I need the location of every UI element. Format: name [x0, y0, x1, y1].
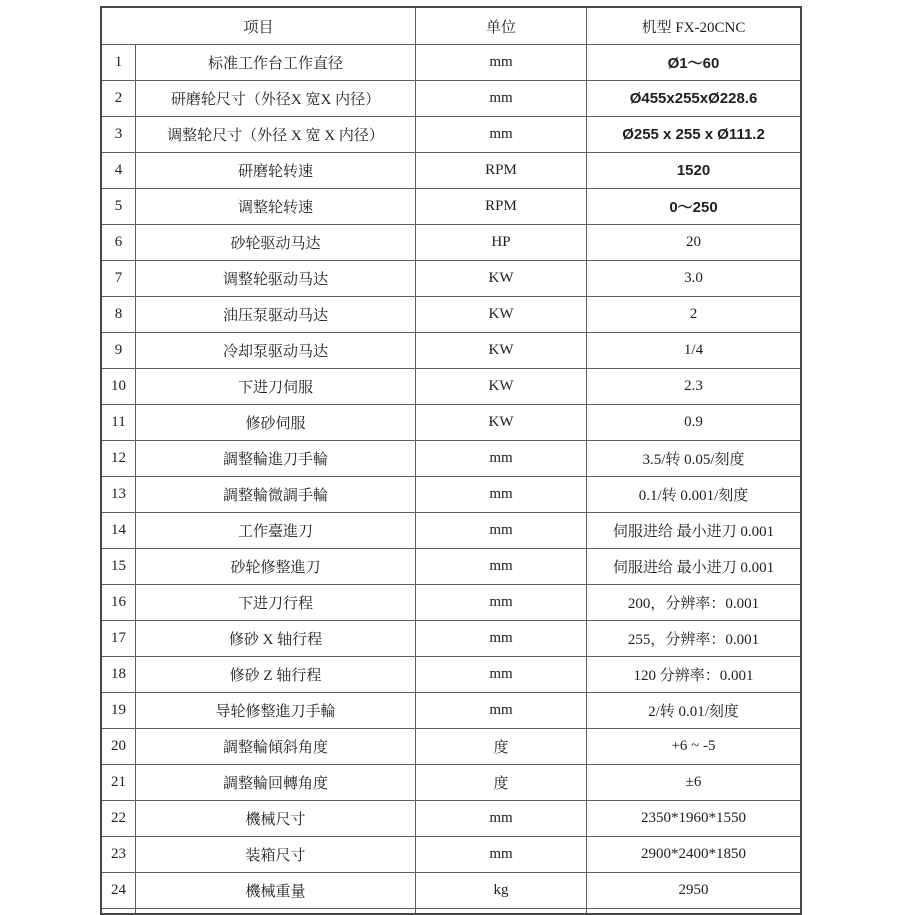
spec-unit: RPM [416, 189, 587, 225]
spec-item: 导轮修整進刀手輪 [136, 693, 416, 729]
spec-unit: mm [416, 585, 587, 621]
table-row [101, 801, 801, 837]
spec-value: 2.3 [587, 369, 802, 405]
table-row [101, 765, 801, 801]
spec-row-number: 22 [101, 801, 136, 837]
table-row [101, 81, 801, 117]
spec-row-number: 15 [101, 549, 136, 585]
spec-item: 調整輪傾斜角度 [136, 729, 416, 765]
spec-item: 冷却泵驱动马达 [136, 333, 416, 369]
spec-row-number: 2 [101, 81, 136, 117]
spec-unit: KW [416, 369, 587, 405]
spec-unit: mm [416, 837, 587, 873]
header-item: 项目 [101, 7, 416, 45]
spec-value: 2950 [587, 873, 802, 909]
spec-unit: 度 [416, 729, 587, 765]
table-row [101, 621, 801, 657]
spec-unit: KW [416, 261, 587, 297]
spec-row-number: 11 [101, 405, 136, 441]
cutoff-cell [136, 909, 416, 915]
spec-item: 标准工作台工作直径 [136, 45, 416, 81]
cutoff-row [101, 909, 801, 915]
spec-value: 伺服进给 最小进刀 0.001 [587, 513, 802, 549]
spec-row-number: 3 [101, 117, 136, 153]
spec-unit: RPM [416, 153, 587, 189]
spec-row-number: 13 [101, 477, 136, 513]
spec-table [100, 6, 802, 915]
header-row [101, 7, 801, 45]
table-row [101, 369, 801, 405]
spec-unit: KW [416, 333, 587, 369]
spec-table-body [101, 7, 801, 914]
spec-value: 0.1/转 0.001/刻度 [587, 477, 802, 513]
spec-item: 調整輪回轉角度 [136, 765, 416, 801]
spec-item: 调整轮驱动马达 [136, 261, 416, 297]
spec-value: 2350*1960*1550 [587, 801, 802, 837]
spec-unit: KW [416, 405, 587, 441]
spec-unit: KW [416, 297, 587, 333]
spec-value: 2900*2400*1850 [587, 837, 802, 873]
cutoff-cell [416, 909, 587, 915]
spec-unit: mm [416, 801, 587, 837]
spec-row-number: 6 [101, 225, 136, 261]
spec-row-number: 5 [101, 189, 136, 225]
spec-item: 機械重量 [136, 873, 416, 909]
spec-row-number: 14 [101, 513, 136, 549]
spec-row-number: 18 [101, 657, 136, 693]
spec-item: 修砂 Z 轴行程 [136, 657, 416, 693]
spec-item: 下进刀行程 [136, 585, 416, 621]
spec-row-number: 24 [101, 873, 136, 909]
spec-item: 砂轮驱动马达 [136, 225, 416, 261]
spec-value: 1/4 [587, 333, 802, 369]
spec-row-number: 19 [101, 693, 136, 729]
spec-item: 装箱尺寸 [136, 837, 416, 873]
spec-item: 機械尺寸 [136, 801, 416, 837]
spec-unit: mm [416, 81, 587, 117]
spec-row-number: 7 [101, 261, 136, 297]
spec-value: +6 ~ -5 [587, 729, 802, 765]
cutoff-cell [587, 909, 802, 915]
spec-value: 0.9 [587, 405, 802, 441]
table-row [101, 837, 801, 873]
header-model: 机型 FX-20CNC [587, 7, 802, 45]
spec-item: 下进刀伺服 [136, 369, 416, 405]
table-row [101, 189, 801, 225]
spec-row-number: 16 [101, 585, 136, 621]
spec-value: ±6 [587, 765, 802, 801]
spec-item: 調整輪微調手輪 [136, 477, 416, 513]
spec-value: 1520 [587, 153, 802, 189]
spec-row-number: 21 [101, 765, 136, 801]
table-row [101, 657, 801, 693]
spec-row-number: 20 [101, 729, 136, 765]
table-row [101, 45, 801, 81]
spec-row-number: 23 [101, 837, 136, 873]
table-row [101, 513, 801, 549]
spec-row-number: 8 [101, 297, 136, 333]
spec-item: 研磨轮尺寸（外径X 宽X 内径） [136, 81, 416, 117]
table-row [101, 405, 801, 441]
spec-item: 砂轮修整進刀 [136, 549, 416, 585]
table-row [101, 225, 801, 261]
spec-row-number: 9 [101, 333, 136, 369]
spec-value: 20 [587, 225, 802, 261]
table-row [101, 117, 801, 153]
spec-unit: 度 [416, 765, 587, 801]
spec-item: 油压泵驱动马达 [136, 297, 416, 333]
spec-row-number: 10 [101, 369, 136, 405]
spec-item: 研磨轮转速 [136, 153, 416, 189]
spec-unit: mm [416, 441, 587, 477]
spec-item: 修砂伺服 [136, 405, 416, 441]
spec-unit: mm [416, 621, 587, 657]
spec-value: Ø255 x 255 x Ø111.2 [587, 117, 802, 153]
spec-value: Ø1～60 [587, 45, 802, 81]
spec-unit: mm [416, 549, 587, 585]
spec-row-number: 17 [101, 621, 136, 657]
spec-row-number: 4 [101, 153, 136, 189]
table-row [101, 261, 801, 297]
table-row [101, 693, 801, 729]
cutoff-cell [101, 909, 136, 915]
spec-value: Ø455x255xØ228.6 [587, 81, 802, 117]
spec-value: 120 分辨率：0.001 [587, 657, 802, 693]
spec-unit: mm [416, 45, 587, 81]
spec-unit: mm [416, 117, 587, 153]
spec-item: 调整轮尺寸（外径 X 宽 X 内径） [136, 117, 416, 153]
table-row [101, 153, 801, 189]
spec-unit: HP [416, 225, 587, 261]
spec-value: 2 [587, 297, 802, 333]
spec-row-number: 12 [101, 441, 136, 477]
spec-value: 3.5/转 0.05/刻度 [587, 441, 802, 477]
spec-value: 3.0 [587, 261, 802, 297]
spec-row-number: 1 [101, 45, 136, 81]
spec-value: 200，分辨率：0.001 [587, 585, 802, 621]
table-row [101, 477, 801, 513]
spec-value: 伺服进给 最小进刀 0.001 [587, 549, 802, 585]
table-row [101, 873, 801, 909]
spec-unit: mm [416, 513, 587, 549]
table-row [101, 441, 801, 477]
spec-unit: mm [416, 657, 587, 693]
spec-item: 調整輪進刀手輪 [136, 441, 416, 477]
spec-unit: mm [416, 693, 587, 729]
spec-item: 修砂 X 轴行程 [136, 621, 416, 657]
spec-value: 255，分辨率：0.001 [587, 621, 802, 657]
table-row [101, 729, 801, 765]
spec-value: 0～250 [587, 189, 802, 225]
spec-item: 调整轮转速 [136, 189, 416, 225]
spec-unit: mm [416, 477, 587, 513]
header-unit: 单位 [416, 7, 587, 45]
table-row [101, 297, 801, 333]
table-row [101, 549, 801, 585]
spec-unit: kg [416, 873, 587, 909]
table-row [101, 333, 801, 369]
spec-value: 2/转 0.01/刻度 [587, 693, 802, 729]
table-row [101, 585, 801, 621]
spec-item: 工作臺進刀 [136, 513, 416, 549]
